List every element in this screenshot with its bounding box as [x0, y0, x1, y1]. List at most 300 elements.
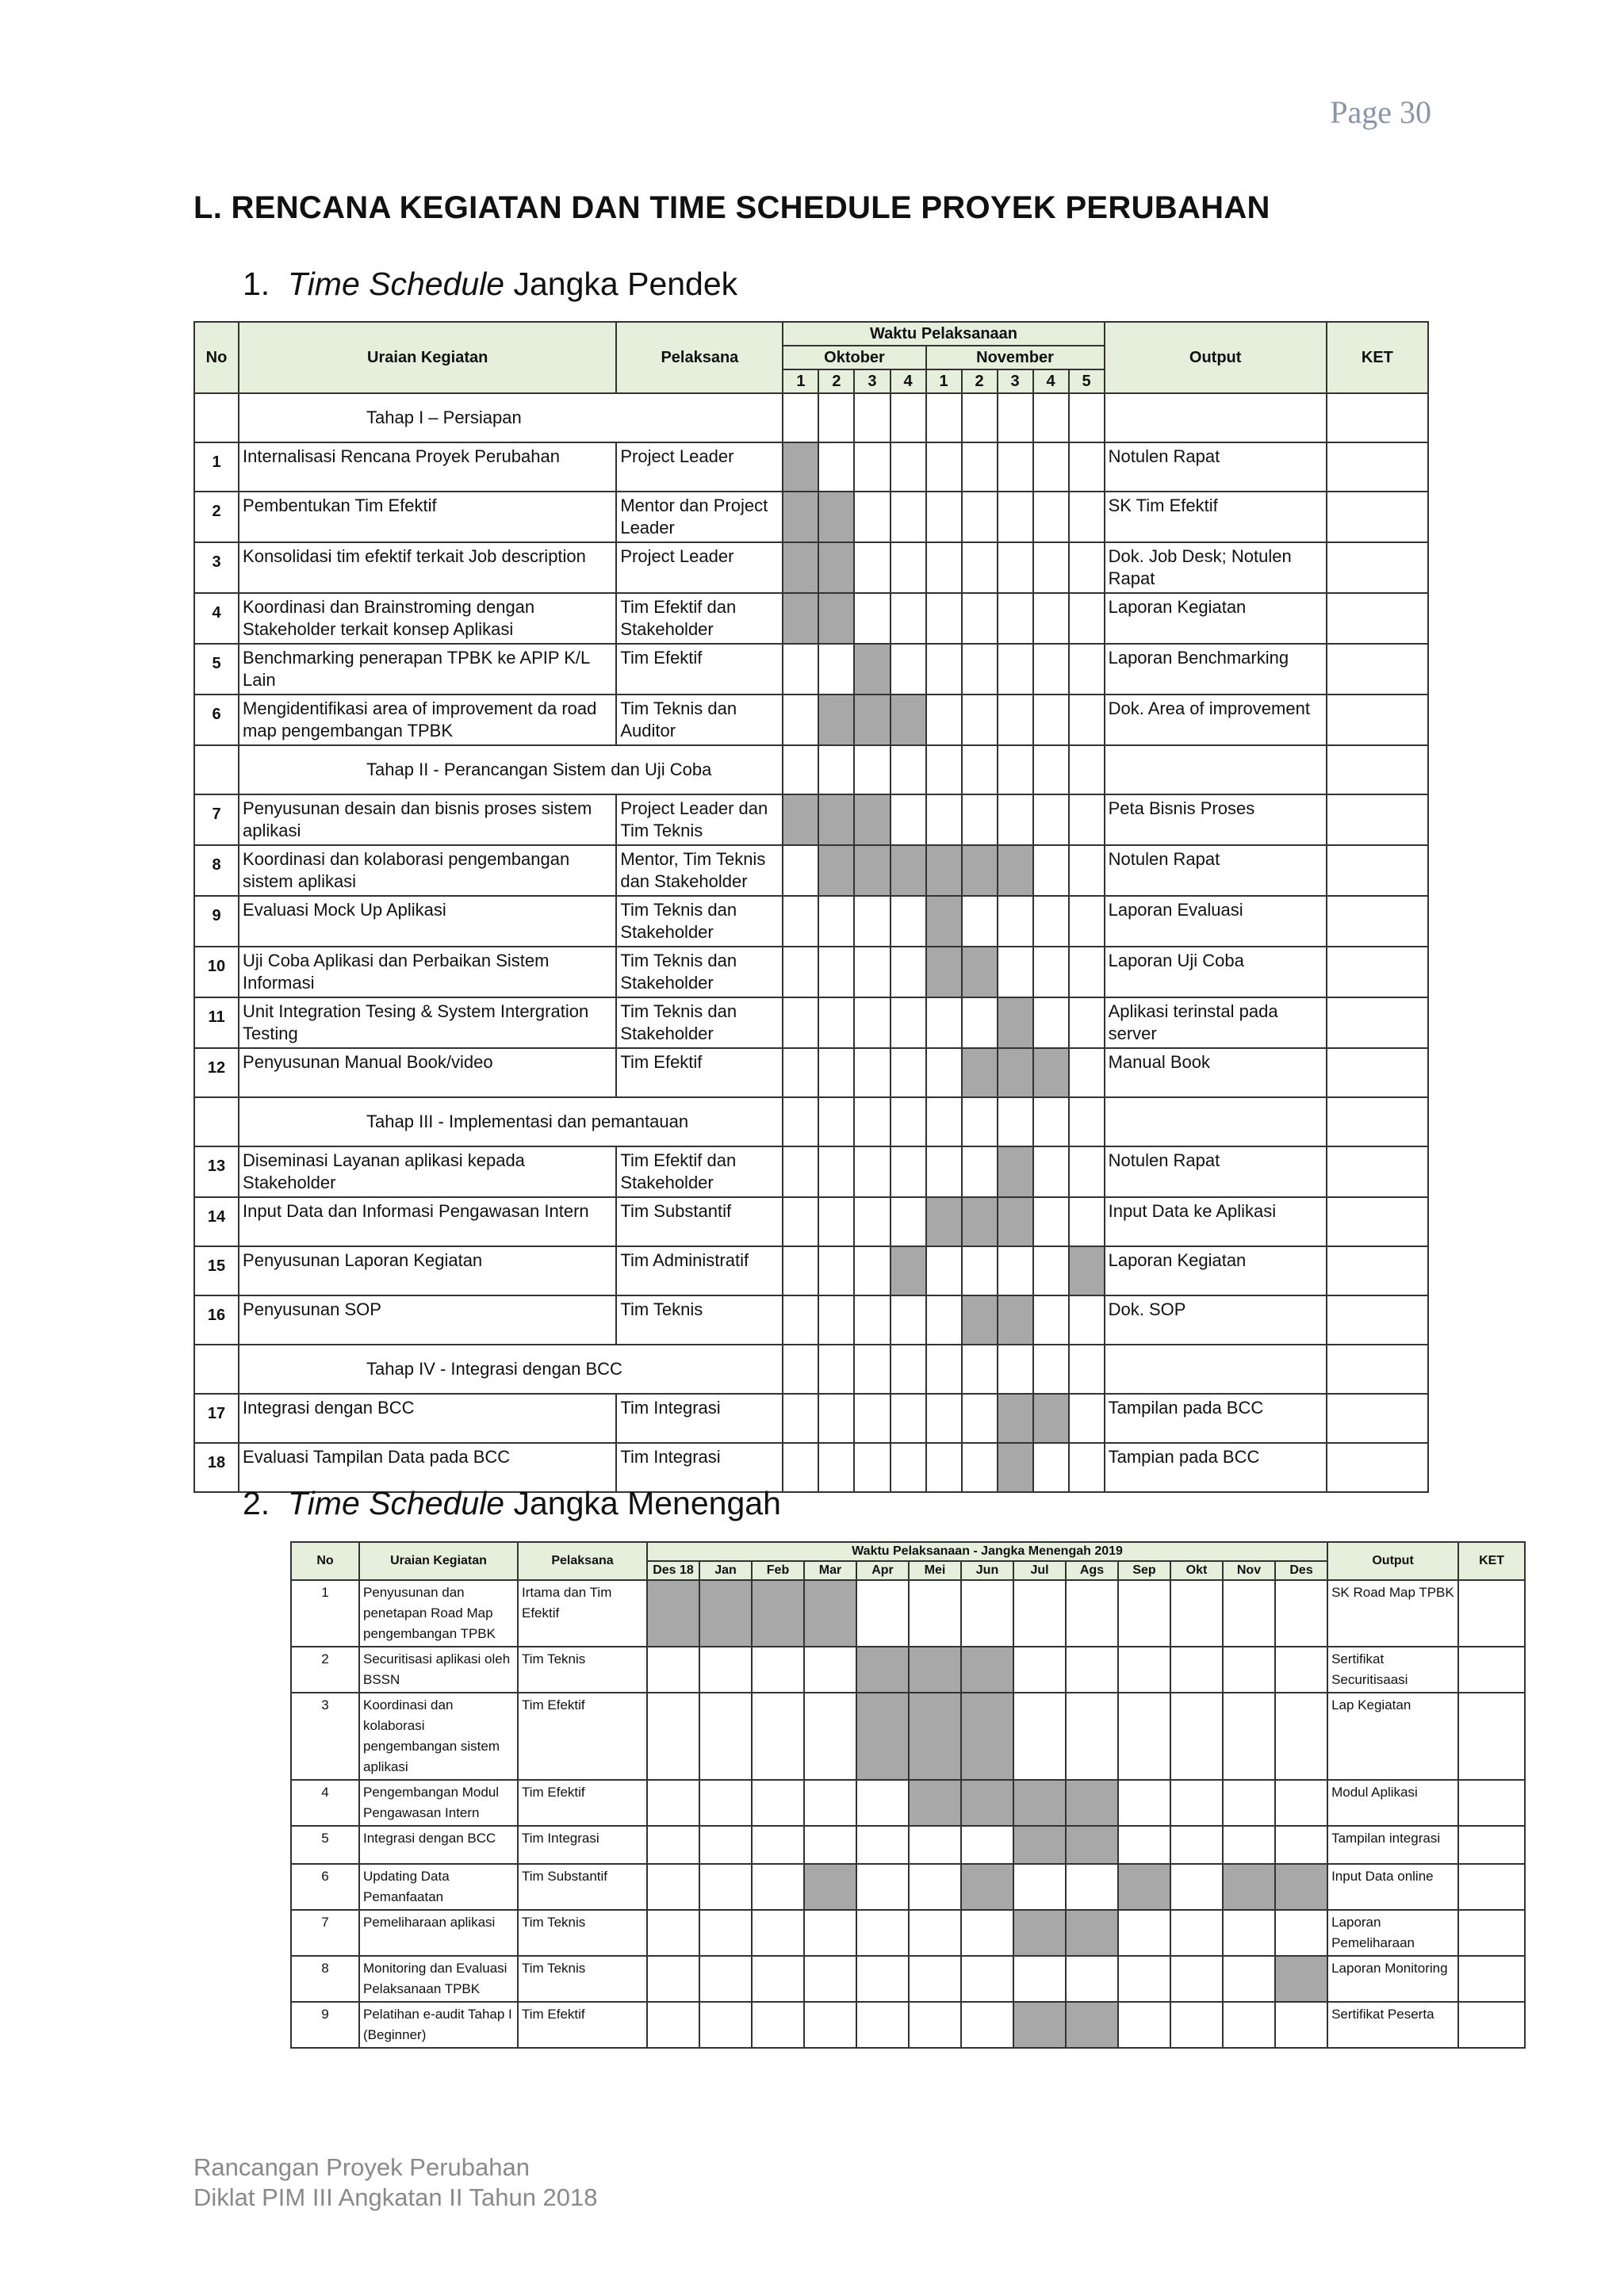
ket-cell: [1458, 1826, 1525, 1864]
week-cell: [854, 997, 890, 1048]
header-week: 1: [783, 369, 818, 393]
row-number: 8: [291, 1956, 359, 2002]
month-cell: [1275, 1580, 1327, 1647]
executor-cell: Tim Teknis: [616, 1295, 783, 1345]
month-cell: [1170, 1780, 1223, 1826]
month-cell: [1066, 1580, 1118, 1647]
header-executor: Pelaksana: [518, 1542, 647, 1580]
week-cell: [1033, 845, 1069, 896]
week-cell: [962, 644, 998, 695]
week-cell: [783, 1197, 818, 1246]
month-cell: [647, 1864, 699, 1910]
schedule-bar-cell: [1275, 1956, 1327, 2002]
schedule-bar-cell: [854, 695, 890, 745]
ket-cell: [1327, 1345, 1428, 1394]
month-cell: [647, 1693, 699, 1780]
output-cell: Input Data ke Aplikasi: [1105, 1197, 1327, 1246]
activity-cell: Integrasi dengan BCC: [359, 1826, 518, 1864]
schedule-bar-cell: [1066, 2002, 1118, 2048]
activity-cell: Uji Coba Aplikasi dan Perbaikan Sistem Informasi: [239, 947, 616, 997]
output-cell: Tampilan pada BCC: [1105, 1394, 1327, 1443]
phase-row: [194, 1345, 1428, 1394]
row-number: 6: [291, 1864, 359, 1910]
week-cell: [783, 393, 818, 442]
week-cell: [926, 1048, 962, 1097]
medium-term-number: 2.: [243, 1485, 270, 1521]
table-row: [194, 1048, 1428, 1097]
activity-cell: Internalisasi Rencana Proyek Perubahan: [239, 442, 616, 492]
schedule-bar-cell: [783, 593, 818, 644]
ket-cell: [1327, 644, 1428, 695]
header-output: Output: [1327, 1542, 1458, 1580]
month-cell: [804, 2002, 856, 2048]
week-cell: [891, 1345, 926, 1394]
schedule-bar-cell: [998, 997, 1033, 1048]
week-cell: [962, 794, 998, 845]
month-cell: [856, 1826, 909, 1864]
week-cell: [854, 492, 890, 542]
month-cell: [804, 1647, 856, 1693]
month-cell: [961, 1580, 1013, 1647]
output-cell: [1105, 1345, 1327, 1394]
table-row: [194, 542, 1428, 593]
table-row: [194, 794, 1428, 845]
executor-cell: Project Leader dan Tim Teknis: [616, 794, 783, 845]
page-number: Page 30: [1330, 94, 1431, 130]
table-row: [291, 1647, 1525, 1693]
schedule-bar-cell: [804, 1864, 856, 1910]
ket-cell: [1327, 393, 1428, 442]
month-cell: [1118, 1956, 1170, 2002]
week-cell: [962, 896, 998, 947]
output-cell: Notulen Rapat: [1105, 845, 1327, 896]
ket-cell: [1327, 896, 1428, 947]
output-cell: Aplikasi terinstal pada server: [1105, 997, 1327, 1048]
ket-cell: [1327, 1048, 1428, 1097]
header-activity: Uraian Kegiatan: [239, 322, 616, 393]
schedule-bar-cell: [909, 1647, 961, 1693]
month-cell: [1013, 1580, 1066, 1647]
week-cell: [998, 1345, 1033, 1394]
short-term-title-italic: Time Schedule: [288, 266, 505, 302]
month-cell: [856, 1780, 909, 1826]
footer: [193, 2152, 598, 2213]
week-cell: [783, 947, 818, 997]
row-number: 4: [194, 593, 239, 644]
week-cell: [891, 947, 926, 997]
week-cell: [1033, 997, 1069, 1048]
ket-cell: [1458, 2002, 1525, 2048]
phase-row: [194, 745, 1428, 794]
month-cell: [1118, 1910, 1170, 1956]
ket-cell: [1458, 1780, 1525, 1826]
schedule-bar-cell: [926, 845, 962, 896]
schedule-bar-cell: [926, 947, 962, 997]
header-month: Sep: [1118, 1561, 1170, 1580]
week-cell: [818, 1295, 854, 1345]
row-number: 15: [194, 1246, 239, 1295]
month-cell: [804, 1693, 856, 1780]
month-cell: [804, 1910, 856, 1956]
executor-cell: Project Leader: [616, 442, 783, 492]
week-cell: [1069, 1394, 1105, 1443]
schedule-bar-cell: [926, 1197, 962, 1246]
header-no: No: [194, 322, 239, 393]
ket-cell: [1327, 997, 1428, 1048]
week-cell: [998, 492, 1033, 542]
executor-cell: Tim Efektif: [518, 2002, 647, 2048]
week-cell: [1069, 393, 1105, 442]
month-cell: [1170, 1864, 1223, 1910]
week-cell: [926, 745, 962, 794]
month-cell: [1170, 1647, 1223, 1693]
week-cell: [962, 1097, 998, 1146]
month-cell: [699, 1647, 752, 1693]
week-cell: [1033, 1097, 1069, 1146]
table-row: [194, 1246, 1428, 1295]
week-cell: [783, 1097, 818, 1146]
executor-cell: Mentor dan Project Leader: [616, 492, 783, 542]
table-row: [291, 1956, 1525, 2002]
week-cell: [1033, 1443, 1069, 1492]
output-cell: Laporan Kegiatan: [1105, 1246, 1327, 1295]
week-cell: [926, 1246, 962, 1295]
row-number: 2: [194, 492, 239, 542]
schedule-bar-cell: [891, 1246, 926, 1295]
activity-cell: Penyusunan Laporan Kegiatan: [239, 1246, 616, 1295]
month-cell: [647, 2002, 699, 2048]
week-cell: [926, 1146, 962, 1197]
month-cell: [1275, 2002, 1327, 2048]
phase-label: Tahap III - Implementasi dan pemantauan: [239, 1097, 783, 1146]
activity-cell: Koordinasi dan kolaborasi pengembangan sistem aplikasi: [239, 845, 616, 896]
schedule-bar-cell: [998, 1048, 1033, 1097]
week-cell: [783, 695, 818, 745]
week-cell: [1033, 393, 1069, 442]
header-week: 2: [962, 369, 998, 393]
month-cell: [752, 1910, 804, 1956]
row-number: 7: [194, 794, 239, 845]
week-cell: [818, 393, 854, 442]
output-cell: Tampilan integrasi: [1327, 1826, 1458, 1864]
month-cell: [1066, 1647, 1118, 1693]
month-cell: [752, 1780, 804, 1826]
activity-cell: Pelatihan e-audit Tahap I (Beginner): [359, 2002, 518, 2048]
week-cell: [891, 593, 926, 644]
ket-cell: [1458, 1956, 1525, 2002]
week-cell: [926, 542, 962, 593]
header-time: Waktu Pelaksanaan - Jangka Menengah 2019: [647, 1542, 1327, 1561]
table-row: [291, 1910, 1525, 1956]
week-cell: [891, 896, 926, 947]
footer-line-2: Diklat PIM III Angkatan II Tahun 2018: [193, 2183, 598, 2211]
schedule-bar-cell: [909, 1780, 961, 1826]
month-cell: [909, 1864, 961, 1910]
output-cell: [1105, 1097, 1327, 1146]
activity-cell: Penyusunan SOP: [239, 1295, 616, 1345]
executor-cell: Tim Teknis dan Auditor: [616, 695, 783, 745]
week-cell: [818, 1048, 854, 1097]
week-cell: [891, 1295, 926, 1345]
schedule-bar-cell: [998, 1146, 1033, 1197]
week-cell: [891, 644, 926, 695]
week-cell: [1069, 1097, 1105, 1146]
week-cell: [891, 492, 926, 542]
week-cell: [962, 492, 998, 542]
month-cell: [1013, 1693, 1066, 1780]
phase-no-cell: [194, 745, 239, 794]
week-cell: [818, 1394, 854, 1443]
week-cell: [962, 695, 998, 745]
week-cell: [926, 492, 962, 542]
week-cell: [783, 1246, 818, 1295]
output-cell: [1105, 745, 1327, 794]
schedule-bar-cell: [1033, 1394, 1069, 1443]
week-cell: [818, 1345, 854, 1394]
month-cell: [1223, 1780, 1275, 1826]
week-cell: [783, 1394, 818, 1443]
row-number: 3: [194, 542, 239, 593]
header-week: 4: [891, 369, 926, 393]
schedule-bar-cell: [818, 542, 854, 593]
phase-row: [194, 1097, 1428, 1146]
week-cell: [818, 1197, 854, 1246]
ket-cell: [1327, 1197, 1428, 1246]
week-cell: [783, 1443, 818, 1492]
schedule-bar-cell: [647, 1580, 699, 1647]
week-cell: [962, 1246, 998, 1295]
schedule-bar-cell: [818, 492, 854, 542]
week-cell: [926, 1394, 962, 1443]
week-cell: [783, 1295, 818, 1345]
week-cell: [926, 1295, 962, 1345]
schedule-bar-cell: [1013, 1826, 1066, 1864]
activity-cell: Penyusunan desain dan bisnis proses sistem aplikasi: [239, 794, 616, 845]
week-cell: [818, 745, 854, 794]
table-row: [291, 1693, 1525, 1780]
month-cell: [1223, 1580, 1275, 1647]
phase-label: Tahap II - Perancangan Sistem dan Uji Coba: [239, 745, 783, 794]
schedule-bar-cell: [804, 1580, 856, 1647]
week-cell: [926, 393, 962, 442]
output-cell: Laporan Uji Coba: [1105, 947, 1327, 997]
week-cell: [854, 393, 890, 442]
week-cell: [962, 393, 998, 442]
week-cell: [854, 1146, 890, 1197]
header-month: Nov: [1223, 1561, 1275, 1580]
schedule-bar-cell: [909, 1693, 961, 1780]
table-row: [194, 1394, 1428, 1443]
header-ket: KET: [1327, 322, 1428, 393]
month-cell: [647, 1956, 699, 2002]
output-cell: Sertifikat Securitisaasi: [1327, 1647, 1458, 1693]
month-cell: [1223, 1647, 1275, 1693]
ket-cell: [1327, 845, 1428, 896]
activity-cell: Integrasi dengan BCC: [239, 1394, 616, 1443]
week-cell: [998, 442, 1033, 492]
header-month-november: November: [926, 346, 1105, 369]
week-cell: [854, 593, 890, 644]
executor-cell: Mentor, Tim Teknis dan Stakeholder: [616, 845, 783, 896]
executor-cell: Tim Efektif: [616, 644, 783, 695]
header-no: No: [291, 1542, 359, 1580]
schedule-bar-cell: [854, 644, 890, 695]
executor-cell: Project Leader: [616, 542, 783, 593]
ket-cell: [1327, 1295, 1428, 1345]
schedule-bar-cell: [1013, 2002, 1066, 2048]
schedule-bar-cell: [699, 1580, 752, 1647]
row-number: 9: [291, 2002, 359, 2048]
week-cell: [854, 1097, 890, 1146]
week-cell: [1069, 794, 1105, 845]
month-cell: [856, 1910, 909, 1956]
table-row: [291, 2002, 1525, 2048]
schedule-bar-cell: [926, 896, 962, 947]
header-month-oktober: Oktober: [783, 346, 925, 369]
footer-line-1: Rancangan Proyek Perubahan: [193, 2153, 530, 2181]
header-activity: Uraian Kegiatan: [359, 1542, 518, 1580]
week-cell: [1033, 1246, 1069, 1295]
month-cell: [804, 1956, 856, 2002]
schedule-bar-cell: [961, 1864, 1013, 1910]
ket-cell: [1327, 542, 1428, 593]
schedule-bar-cell: [783, 492, 818, 542]
week-cell: [783, 1048, 818, 1097]
month-cell: [909, 1956, 961, 2002]
schedule-bar-cell: [783, 794, 818, 845]
week-cell: [891, 1146, 926, 1197]
schedule-bar-cell: [998, 1295, 1033, 1345]
schedule-bar-cell: [818, 845, 854, 896]
header-ket: KET: [1458, 1542, 1525, 1580]
schedule-bar-cell: [1118, 1864, 1170, 1910]
table-row: [194, 644, 1428, 695]
schedule-bar-cell: [1275, 1864, 1327, 1910]
week-cell: [854, 1048, 890, 1097]
ket-cell: [1327, 442, 1428, 492]
activity-cell: Monitoring dan Evaluasi Pelaksanaan TPBK: [359, 1956, 518, 2002]
week-cell: [998, 1097, 1033, 1146]
week-cell: [1033, 1146, 1069, 1197]
month-cell: [699, 1693, 752, 1780]
header-executor: Pelaksana: [616, 322, 783, 393]
row-number: 1: [291, 1580, 359, 1647]
ket-cell: [1327, 794, 1428, 845]
week-cell: [1033, 695, 1069, 745]
table-row: [194, 896, 1428, 947]
month-cell: [804, 1780, 856, 1826]
week-cell: [1033, 1197, 1069, 1246]
schedule-bar-cell: [961, 1693, 1013, 1780]
phase-label: Tahap I – Persiapan: [239, 393, 783, 442]
week-cell: [854, 442, 890, 492]
schedule-bar-cell: [962, 1197, 998, 1246]
schedule-bar-cell: [818, 695, 854, 745]
month-cell: [699, 1780, 752, 1826]
executor-cell: Tim Teknis: [518, 1910, 647, 1956]
month-cell: [699, 2002, 752, 2048]
output-cell: Dok. Job Desk; Notulen Rapat: [1105, 542, 1327, 593]
month-cell: [1275, 1910, 1327, 1956]
schedule-bar-cell: [891, 695, 926, 745]
executor-cell: Tim Efektif dan Stakeholder: [616, 1146, 783, 1197]
week-cell: [1033, 593, 1069, 644]
month-cell: [856, 1956, 909, 2002]
row-number: 6: [194, 695, 239, 745]
week-cell: [1033, 492, 1069, 542]
week-cell: [1069, 542, 1105, 593]
month-cell: [961, 1826, 1013, 1864]
month-cell: [1118, 1693, 1170, 1780]
ket-cell: [1327, 1443, 1428, 1492]
week-cell: [783, 1146, 818, 1197]
activity-cell: Diseminasi Layanan aplikasi kepada Stakeholder: [239, 1146, 616, 1197]
output-cell: Dok. SOP: [1105, 1295, 1327, 1345]
row-number: 5: [291, 1826, 359, 1864]
week-cell: [783, 997, 818, 1048]
month-cell: [647, 1780, 699, 1826]
month-cell: [909, 1580, 961, 1647]
week-cell: [1069, 1197, 1105, 1246]
month-cell: [856, 2002, 909, 2048]
output-cell: Laporan Monitoring: [1327, 1956, 1458, 2002]
week-cell: [818, 1443, 854, 1492]
short-term-title-rest: Jangka Pendek: [504, 266, 738, 302]
table-row: [194, 1295, 1428, 1345]
week-cell: [1033, 1345, 1069, 1394]
header-month: Okt: [1170, 1561, 1223, 1580]
medium-term-schedule-table: [290, 1541, 1526, 2049]
output-cell: SK Tim Efektif: [1105, 492, 1327, 542]
week-cell: [998, 794, 1033, 845]
month-cell: [1066, 1956, 1118, 2002]
header-week: 4: [1033, 369, 1069, 393]
week-cell: [926, 794, 962, 845]
week-cell: [962, 1394, 998, 1443]
output-cell: Lap Kegiatan: [1327, 1693, 1458, 1780]
week-cell: [854, 1394, 890, 1443]
row-number: 2: [291, 1647, 359, 1693]
output-cell: [1105, 393, 1327, 442]
month-cell: [647, 1647, 699, 1693]
month-cell: [961, 1956, 1013, 2002]
phase-row: [194, 393, 1428, 442]
table-row: [194, 695, 1428, 745]
week-cell: [926, 695, 962, 745]
row-number: 9: [194, 896, 239, 947]
medium-term-title-rest: Jangka Menengah: [504, 1485, 781, 1521]
header-month: Des: [1275, 1561, 1327, 1580]
week-cell: [926, 997, 962, 1048]
month-cell: [856, 1580, 909, 1647]
schedule-bar-cell: [1066, 1780, 1118, 1826]
week-cell: [891, 1197, 926, 1246]
week-cell: [818, 997, 854, 1048]
week-cell: [926, 442, 962, 492]
activity-cell: Securitisasi aplikasi oleh BSSN: [359, 1647, 518, 1693]
schedule-bar-cell: [961, 1780, 1013, 1826]
month-cell: [1223, 1693, 1275, 1780]
week-cell: [854, 1295, 890, 1345]
month-cell: [1223, 1826, 1275, 1864]
month-cell: [1275, 1693, 1327, 1780]
week-cell: [998, 745, 1033, 794]
week-cell: [854, 1443, 890, 1492]
month-cell: [1013, 1647, 1066, 1693]
schedule-bar-cell: [1066, 1910, 1118, 1956]
week-cell: [1033, 442, 1069, 492]
executor-cell: Tim Teknis: [518, 1956, 647, 2002]
